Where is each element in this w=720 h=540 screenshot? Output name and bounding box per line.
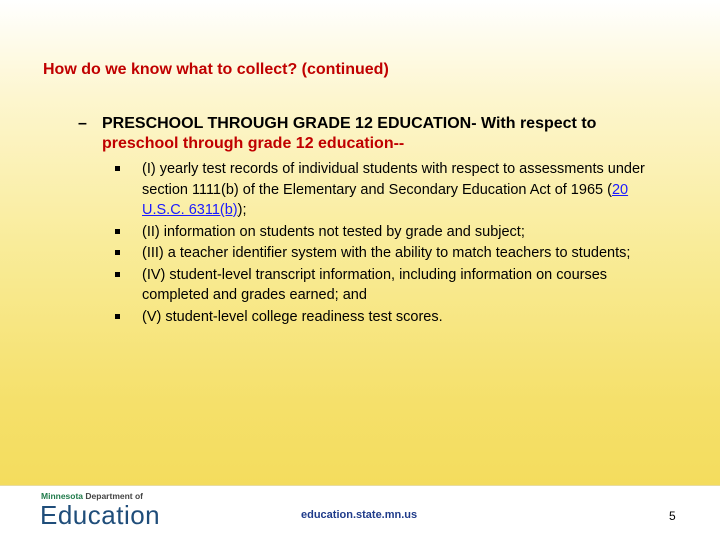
bullet-text-after: ); (237, 202, 247, 218)
logo-minnesota: Minnesota (41, 491, 84, 501)
bullet-text: (IV) student-level transcript information, including information on courses completed and grades earned; and (142, 266, 608, 303)
dash-bullet: – (78, 115, 87, 132)
education-logo: Education (40, 500, 161, 530)
level1-lead: PRESCHOOL THROUGH GRADE 12 EDUCATION- With respect to (102, 115, 597, 132)
bullet-list (112, 159, 672, 328)
bullet-text: (I) yearly test records of individual students with respect to assessments under section 1111(b) of the Elementary and Secondary Education Act of 1965 ( (142, 161, 645, 198)
level1-bullet (78, 114, 678, 154)
level1-tail: preschool through grade 12 education-- (102, 135, 405, 152)
logo-department: Department of (83, 491, 144, 501)
list-item (112, 265, 672, 306)
square-bullet-icon (115, 250, 120, 255)
list-item (112, 159, 672, 221)
bullet-text: (II) information on students not tested by grade and subject; (142, 223, 525, 240)
page-number: 5 (669, 509, 676, 523)
usc-link[interactable]: 20 U.S.C. 6311(b) (142, 181, 629, 218)
level1-text (102, 114, 678, 154)
footer-url: education.state.mn.us (301, 509, 418, 521)
square-bullet-icon (115, 314, 120, 319)
slide-title: How do we know what to collect? (continued) (43, 61, 389, 78)
square-bullet-icon (115, 272, 120, 277)
square-bullet-icon (115, 229, 120, 234)
list-item (112, 222, 672, 243)
square-bullet-icon (115, 166, 120, 171)
list-item (112, 307, 672, 328)
list-item (112, 243, 672, 264)
bullet-text: (III) a teacher identifier system with the ability to match teachers to students; (142, 245, 631, 261)
bullet-text: (V) student-level college readiness test scores. (142, 308, 443, 325)
